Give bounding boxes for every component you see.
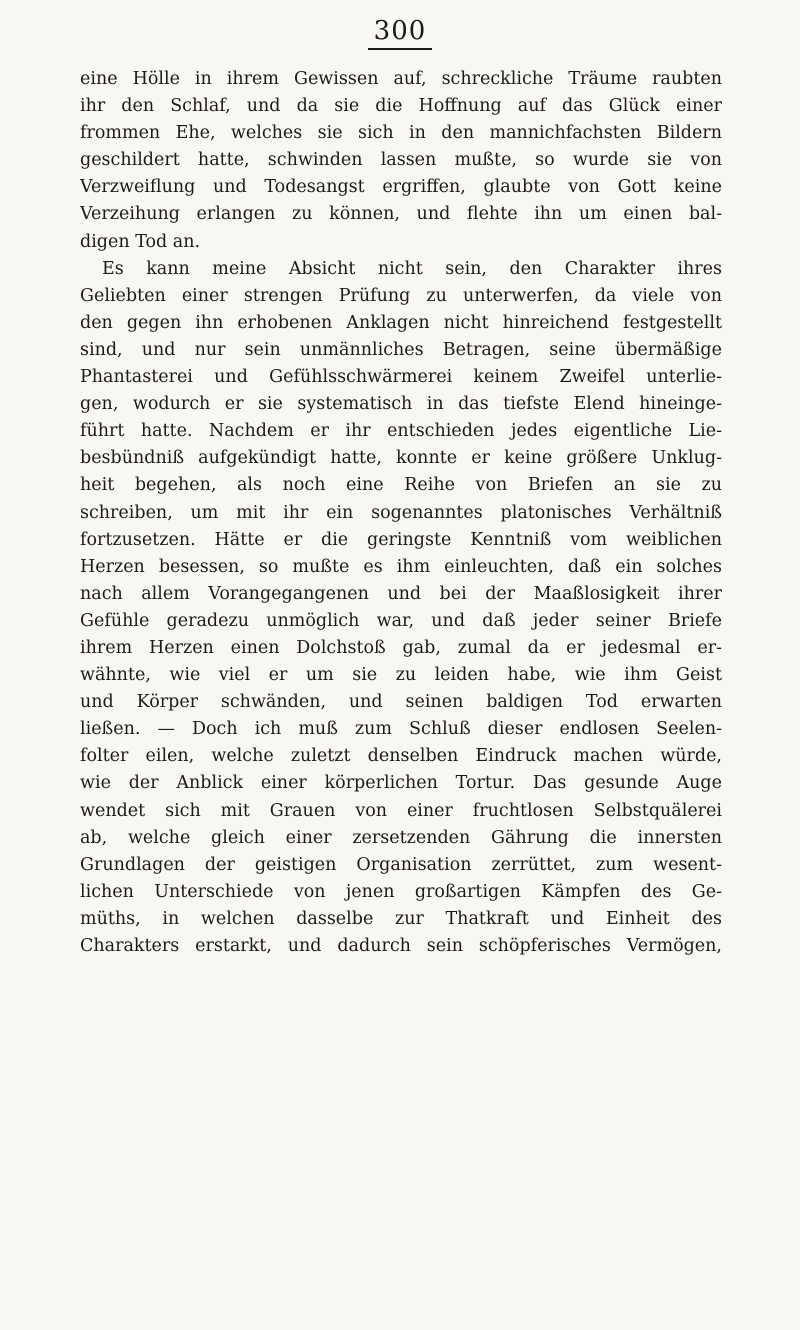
text-line: Grundlagen der geistigen Organisation zerrüttet, zum wesent- — [80, 854, 722, 875]
text-line: heit begehen, als noch eine Reihe von Briefen an sie zu — [80, 475, 722, 496]
text-line: ihrem Herzen einen Dolchstoß gab, zumal da er jedesmal er- — [80, 637, 722, 658]
text-line: und Körper schwänden, und seinen baldigen Tod erwarten — [80, 692, 722, 713]
text-line: sind, und nur sein unmännliches Betragen, seine übermäßige — [80, 339, 722, 360]
text-line: nach allem Vorangegangenen und bei der Maaßlosigkeit ihrer — [80, 583, 722, 604]
text-line: müths, in welchen dasselbe zur Thatkraft und Einheit des — [80, 908, 722, 929]
text-line: Charakters erstarkt, und dadurch sein schöpferisches Vermögen, — [80, 936, 722, 956]
text-line: frommen Ehe, welches sie sich in den mannichfachsten Bildern — [80, 123, 722, 144]
text-line: Phantasterei und Gefühlsschwärmerei keinem Zweifel unterlie- — [80, 367, 722, 388]
text-line: gen, wodurch er sie systematisch in das tiefste Elend hineinge- — [80, 394, 722, 415]
text-line: führt hatte. Nachdem er ihr entschieden jedes eigentliche Lie- — [80, 421, 722, 442]
text-line: folter eilen, welche zuletzt denselben Eindruck machen würde, — [80, 746, 722, 767]
page-number: 300 — [0, 16, 800, 50]
text-line: Geliebten einer strengen Prüfung zu unterwerfen, da viele von — [80, 285, 722, 306]
text-line: wähnte, wie viel er um sie zu leiden habe, wie ihm Geist — [80, 665, 722, 686]
text-line: den gegen ihn erhobenen Anklagen nicht hinreichend festgestellt — [80, 312, 722, 333]
text-line: digen Tod an. — [80, 231, 201, 252]
text-line: wendet sich mit Grauen von einer fruchtlosen Selbstquälerei — [80, 800, 722, 821]
text-line: geschildert hatte, schwinden lassen mußte, so wurde sie von — [80, 150, 722, 171]
text-line: ließen. — Doch ich muß zum Schluß dieser endlosen Seelen- — [80, 719, 722, 740]
text-line: ihr den Schlaf, und da sie die Hoffnung auf das Glück einer — [80, 96, 722, 117]
text-line: wie der Anblick einer körperlichen Tortur. Das gesunde Auge — [80, 773, 722, 794]
text-line: lichen Unterschiede von jenen großartigen Kämpfen des Ge- — [80, 881, 722, 902]
body-text — [80, 66, 722, 960]
text-line: Gefühle geradezu unmöglich war, und daß jeder seiner Briefe — [80, 610, 722, 631]
text-line: Verzweiflung und Todesangst ergriffen, glaubte von Gott keine — [80, 177, 722, 198]
text-line: schreiben, um mit ihr ein sogenanntes platonisches Verhältniß — [80, 502, 722, 523]
text-line: eine Hölle in ihrem Gewissen auf, schreckliche Träume raubten — [80, 69, 722, 89]
text-line: Herzen besessen, so mußte es ihm einleuchten, daß ein solches — [80, 556, 722, 577]
text-line: ab, welche gleich einer zersetzenden Gährung die innersten — [80, 827, 722, 848]
text-line: Verzeihung erlangen zu können, und flehte ihn um einen bal- — [80, 204, 722, 225]
text-line: besbündniß aufgekündigt hatte, konnte er keine größere Unklug- — [80, 448, 722, 469]
text-line: Es kann meine Absicht nicht sein, den Charakter ihres — [102, 258, 722, 279]
text-line: fortzusetzen. Hätte er die geringste Kenntniß vom weiblichen — [80, 529, 722, 550]
